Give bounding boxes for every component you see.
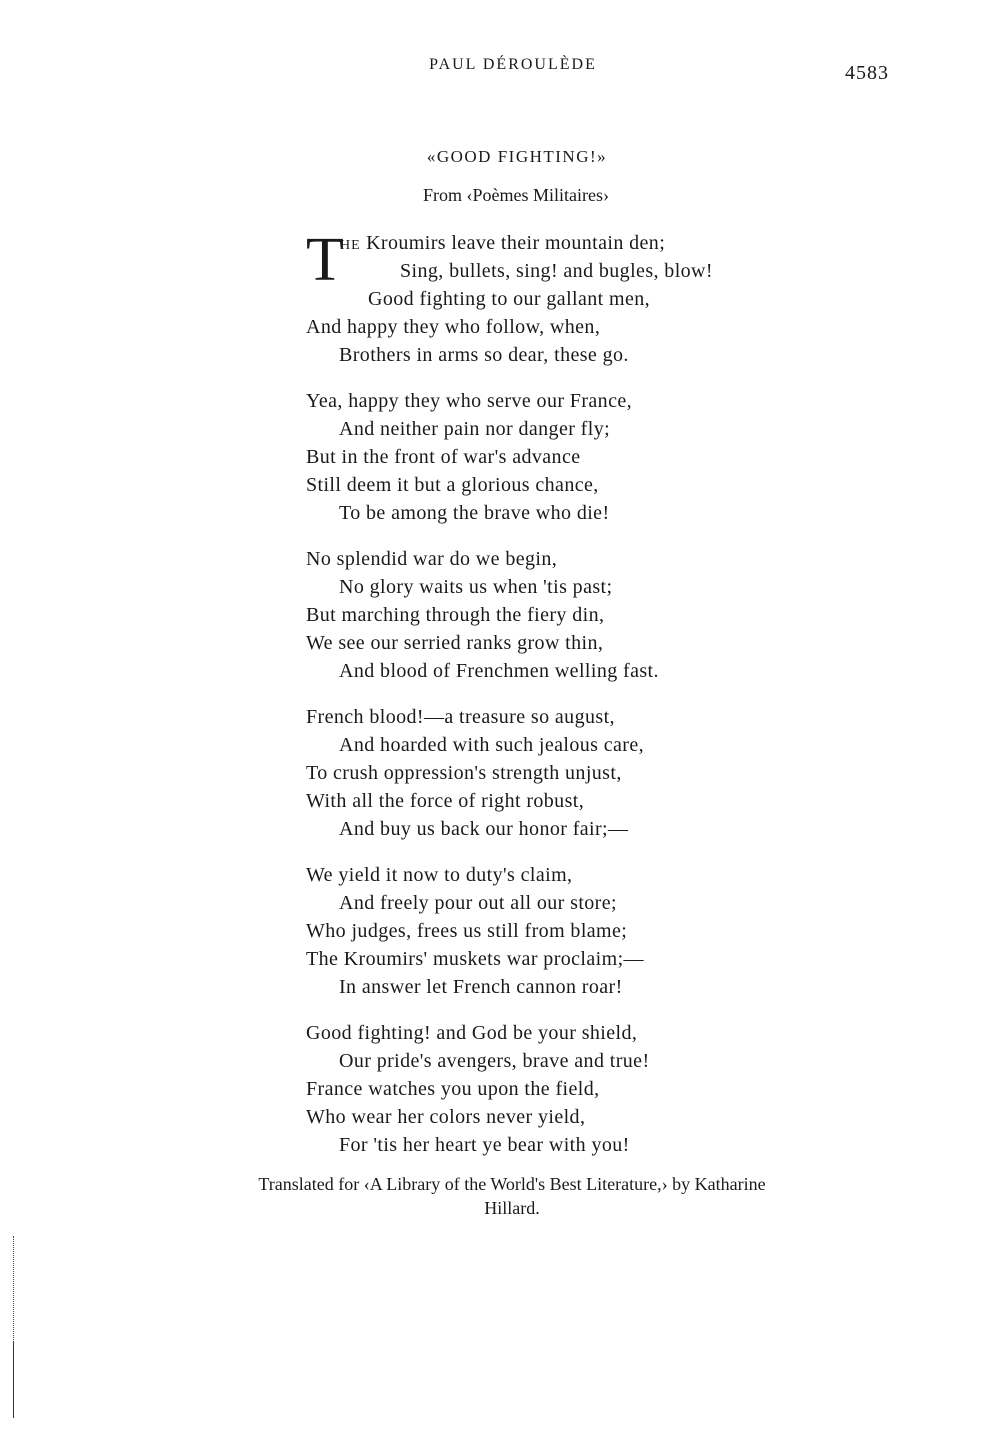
poem-line: Good fighting to our gallant men, (368, 288, 651, 310)
poem-source: From ‹Poèmes Militaires› (423, 185, 609, 205)
poem-line: Yea, happy they who serve our France, (306, 390, 633, 412)
stanza (306, 703, 946, 843)
drop-cap: T (306, 226, 345, 294)
poem-body (306, 226, 946, 1177)
poem-line: With all the force of right robust, (306, 790, 585, 812)
poem-line: France watches you upon the field, (306, 1078, 600, 1100)
poem-line: In answer let French cannon roar! (339, 976, 623, 998)
stanza (306, 387, 946, 527)
credit-line: Hillard. (484, 1198, 540, 1218)
first-line-remainder: Kroumirs leave their mountain den; (360, 232, 666, 254)
stanza (306, 1019, 946, 1159)
first-line-text (306, 232, 665, 254)
running-head: PAUL DÉROULÈDE (429, 56, 597, 73)
poem-line: And happy they who follow, when, (306, 316, 601, 338)
poem-line: Who judges, frees us still from blame; (306, 920, 628, 942)
poem-line: To be among the brave who die! (339, 502, 610, 524)
stanza (306, 861, 946, 1001)
poem-line: But in the front of war's advance (306, 446, 581, 468)
poem-line: French blood!—a treasure so august, (306, 706, 615, 728)
poem-line: Brothers in arms so dear, these go. (339, 344, 629, 366)
poem-line: For 'tis her heart ye bear with you! (339, 1134, 630, 1156)
page-number: 4583 (845, 62, 889, 84)
poem-line: But marching through the fiery din, (306, 604, 605, 626)
poem-line: And freely pour out all our store; (339, 892, 617, 914)
translation-credit (150, 1172, 874, 1220)
poem-line: And blood of Frenchmen welling fast. (339, 660, 659, 682)
poem-line: Our pride's avengers, brave and true! (339, 1050, 650, 1072)
poem-line: And buy us back our honor fair;— (339, 818, 629, 840)
poem-line: Sing, bullets, sing! and bugles, blow! (400, 260, 713, 282)
credit-line: Translated for ‹A Library of the World's Best Literature,› by Katharine (258, 1174, 766, 1194)
poem-line: We see our serried ranks grow thin, (306, 632, 604, 654)
poem-line: The Kroumirs' muskets war proclaim;— (306, 948, 644, 970)
poem-line: We yield it now to duty's claim, (306, 864, 573, 886)
poem-line: No glory waits us when 'tis past; (339, 576, 613, 598)
poem-line: And neither pain nor danger fly; (339, 418, 611, 440)
first-line-smallcaps: HE (340, 238, 361, 253)
poem-line: Still deem it but a glorious chance, (306, 474, 599, 496)
stanza (306, 226, 946, 369)
poem-line: And hoarded with such jealous care, (339, 734, 645, 756)
margin-rule (13, 1342, 14, 1418)
poem-line: To crush oppression's strength unjust, (306, 762, 622, 784)
poem-title: «GOOD FIGHTING!» (426, 147, 608, 166)
poem-line: Who wear her colors never yield, (306, 1106, 586, 1128)
stanza (306, 545, 946, 685)
poem-line: Good fighting! and God be your shield, (306, 1022, 638, 1044)
poem-line: No splendid war do we begin, (306, 548, 558, 570)
